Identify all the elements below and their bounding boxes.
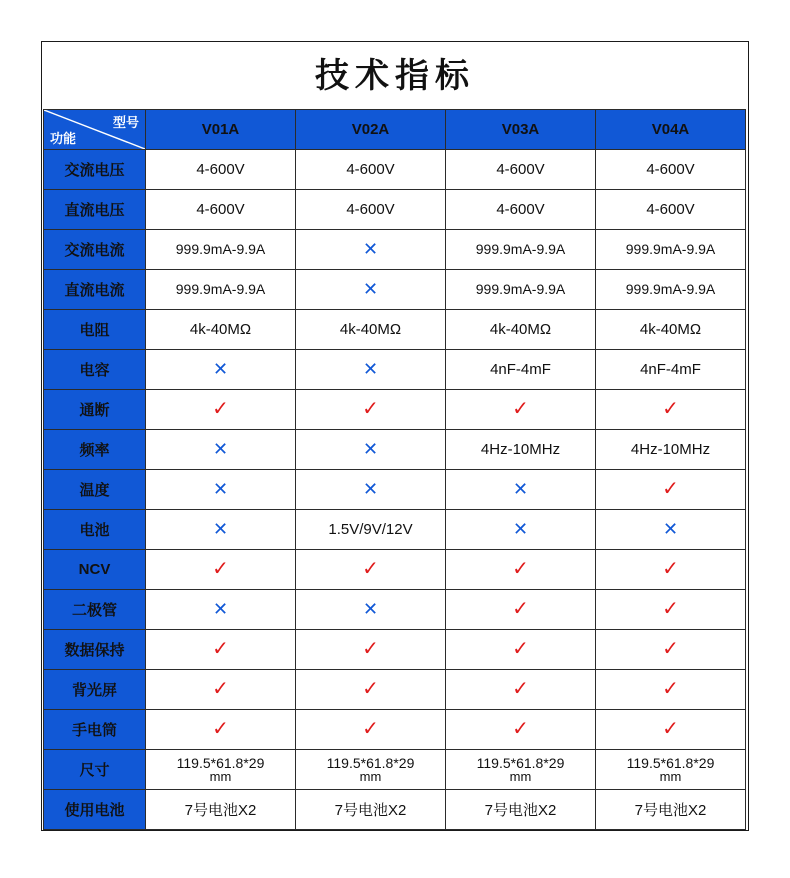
specification-table [43,109,746,830]
cell-value [146,709,296,749]
check-icon: ✓ [662,478,679,501]
cell-value [296,669,446,709]
cell-value: 4-600V [446,149,596,189]
cell-value: 999.9mA-9.9A [596,229,746,269]
cell-value [296,469,446,509]
check-icon: ✓ [362,718,379,741]
cell-value [446,629,596,669]
page-title: 技术指标 [315,57,475,95]
row-label: 温度 [44,469,146,509]
table-row [44,349,746,389]
cell-value [146,429,296,469]
cell-value [596,669,746,709]
cell-value [146,629,296,669]
cell-value: 7号电池X2 [296,789,446,829]
cell-value: 999.9mA-9.9A [446,269,596,309]
row-label: 二极管 [44,589,146,629]
cell-value [446,469,596,509]
cell-value: 4-600V [296,149,446,189]
column-header-v01a: V01A [146,109,296,149]
cell-value [446,589,596,629]
check-icon: ✓ [512,638,529,661]
cell-value: 4-600V [296,189,446,229]
cell-value: 999.9mA-9.9A [446,229,596,269]
cross-icon: ✕ [512,478,529,499]
check-icon: ✓ [212,718,229,741]
cell-value: 4-600V [446,189,596,229]
check-icon: ✓ [662,718,679,741]
cell-value: 4k-40MΩ [446,309,596,349]
cell-value [146,549,296,589]
row-label: 背光屏 [44,669,146,709]
cell-value [296,349,446,389]
cell-value: 999.9mA-9.9A [596,269,746,309]
cell-value [296,629,446,669]
cell-value: 119.5*61.8*29 mm [296,749,446,789]
cell-value: 4Hz-10MHz [446,429,596,469]
cell-value: 4-600V [146,149,296,189]
cell-value: 4-600V [596,189,746,229]
cross-icon: ✕ [512,518,529,539]
cross-icon: ✕ [212,438,229,459]
check-icon: ✓ [662,638,679,661]
cell-value: 4nF-4mF [596,349,746,389]
cross-icon: ✕ [212,358,229,379]
cell-value [296,589,446,629]
cell-value: 4k-40MΩ [146,309,296,349]
cell-value [146,389,296,429]
cell-value [146,589,296,629]
table-row [44,429,746,469]
cell-value: 7号电池X2 [596,789,746,829]
row-label: 交流电流 [44,229,146,269]
spec-panel [41,41,749,831]
table-row [44,789,746,829]
table-row [44,709,746,749]
cell-value [446,669,596,709]
row-label: NCV [44,549,146,589]
column-header-v02a: V02A [296,109,446,149]
check-icon: ✓ [212,638,229,661]
corner-function-label: 功能 [50,130,77,146]
row-label: 电阻 [44,309,146,349]
cell-value: 999.9mA-9.9A [146,269,296,309]
check-icon: ✓ [362,398,379,421]
cell-value: 4Hz-10MHz [596,429,746,469]
column-header-v04a: V04A [596,109,746,149]
cross-icon: ✕ [212,598,229,619]
cell-value: 4k-40MΩ [596,309,746,349]
check-icon: ✓ [662,558,679,581]
cell-value: 4-600V [146,189,296,229]
table-row [44,389,746,429]
cell-value: 4nF-4mF [446,349,596,389]
cell-value: 1.5V/9V/12V [296,509,446,549]
row-label: 频率 [44,429,146,469]
cross-icon: ✕ [362,598,379,619]
cell-value [296,269,446,309]
table-row [44,189,746,229]
table-row [44,269,746,309]
cell-value: 7号电池X2 [446,789,596,829]
row-label: 手电筒 [44,709,146,749]
cell-value [596,389,746,429]
cell-value [596,709,746,749]
row-label: 交流电压 [44,149,146,189]
check-icon: ✓ [662,598,679,621]
cell-value [596,469,746,509]
row-label: 电池 [44,509,146,549]
cell-value [296,549,446,589]
cell-value [296,229,446,269]
cell-value: 4k-40MΩ [296,309,446,349]
check-icon: ✓ [512,678,529,701]
cell-value [596,509,746,549]
cell-value [146,349,296,389]
cross-icon: ✕ [212,478,229,499]
cross-icon: ✕ [662,518,679,539]
table-row [44,469,746,509]
table-row [44,229,746,269]
table-row [44,309,746,349]
cell-value [296,389,446,429]
check-icon: ✓ [512,718,529,741]
check-icon: ✓ [362,558,379,581]
cell-value [296,429,446,469]
cross-icon: ✕ [362,278,379,299]
row-label: 直流电压 [44,189,146,229]
cross-icon: ✕ [362,358,379,379]
check-icon: ✓ [662,398,679,421]
cell-value [596,589,746,629]
cell-value [446,509,596,549]
cell-value [146,469,296,509]
corner-model-label: 型号 [112,114,139,130]
check-icon: ✓ [212,678,229,701]
cell-value: 7号电池X2 [146,789,296,829]
table-row [44,629,746,669]
cell-value [446,549,596,589]
cell-value: 999.9mA-9.9A [146,229,296,269]
check-icon: ✓ [212,558,229,581]
row-label: 尺寸 [44,749,146,789]
table-corner-cell [44,109,146,149]
table-row [44,509,746,549]
row-label: 通断 [44,389,146,429]
cross-icon: ✕ [362,478,379,499]
cell-value: 119.5*61.8*29 mm [446,749,596,789]
cell-value: 4-600V [596,149,746,189]
check-icon: ✓ [512,598,529,621]
cell-value: 119.5*61.8*29 mm [596,749,746,789]
table-row [44,149,746,189]
check-icon: ✓ [362,638,379,661]
table-row [44,549,746,589]
row-label: 数据保持 [44,629,146,669]
row-label: 电容 [44,349,146,389]
row-label: 直流电流 [44,269,146,309]
cross-icon: ✕ [362,238,379,259]
check-icon: ✓ [212,398,229,421]
check-icon: ✓ [512,398,529,421]
table-row [44,749,746,789]
check-icon: ✓ [662,678,679,701]
cross-icon: ✕ [212,518,229,539]
table-header-row [44,109,746,149]
cell-value [596,549,746,589]
cell-value [446,389,596,429]
table-row [44,589,746,629]
cell-value [296,709,446,749]
row-label: 使用电池 [44,789,146,829]
check-icon: ✓ [362,678,379,701]
table-row [44,669,746,709]
cell-value [146,509,296,549]
check-icon: ✓ [512,558,529,581]
column-header-v03a: V03A [446,109,596,149]
cell-value [596,629,746,669]
cross-icon: ✕ [362,438,379,459]
cell-value [446,709,596,749]
cell-value: 119.5*61.8*29 mm [146,749,296,789]
cell-value [146,669,296,709]
